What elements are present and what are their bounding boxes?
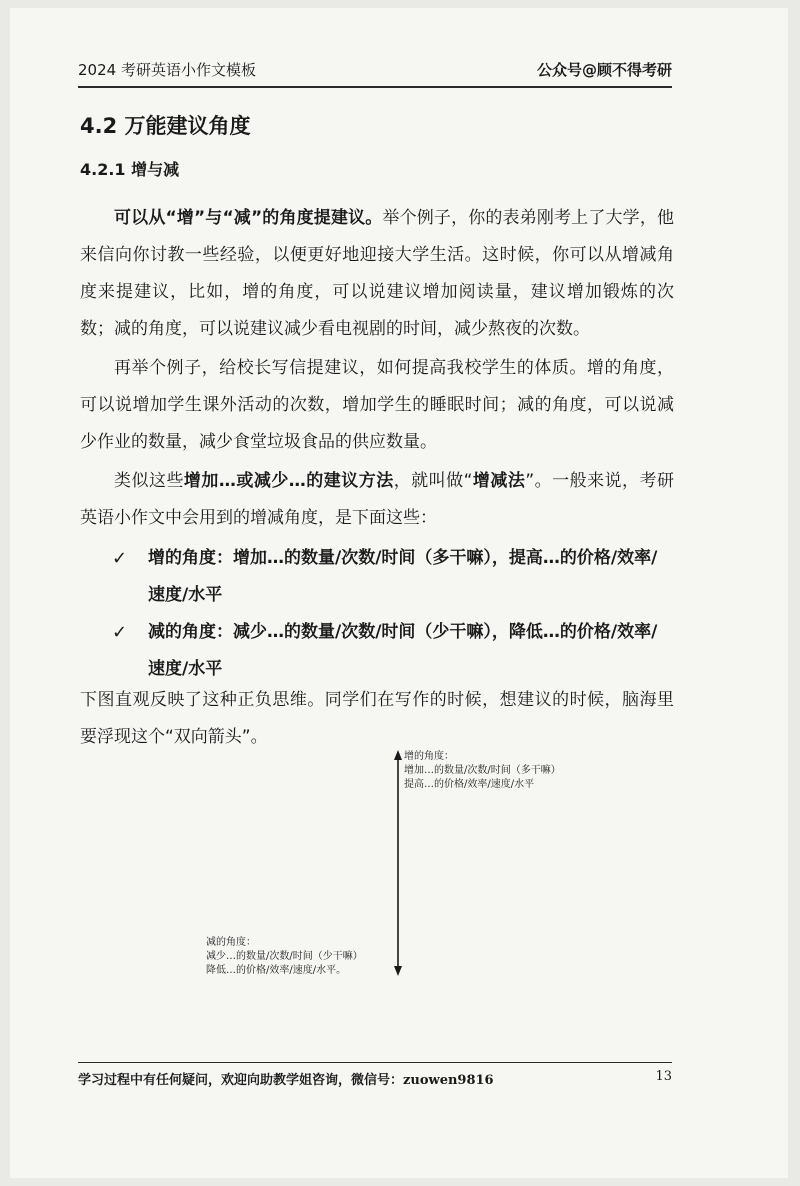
section-title: 4.2 万能建议角度 [80,114,251,138]
check-icon: ✓ [112,548,128,569]
paragraph-diagram-intro: 下图直观反映了这种正负思维。同学们在写作的时候，想建议的时候，脑海里要浮现这个“双向箭头”。 [80,690,674,747]
page-header [78,52,672,88]
paragraph-1-lead: 可以从“增”与“减”的角度提建议。 [114,208,383,228]
list-item [112,540,674,614]
paragraph-2: 再举个例子，给校长写信提建议，如何提高我校学生的体质。增的角度，可以说增加学生课外活动的次数，增加学生的睡眠时间；减的角度，可以说减少作业的数量，减少食堂垃圾食品的供应数量。 [80,358,674,452]
subsection-title: 4.2.1 增与减 [80,160,180,179]
list-item-text: 增的角度：增加…的数量/次数/时间（多干嘛），提高…的价格/效率/速度/水平 [148,548,658,605]
footer-contact: 学习过程中有任何疑问，欢迎向助教学姐咨询，微信号：zuowen9816 [78,1073,494,1088]
decrease-label [206,936,363,978]
angle-list [112,540,674,688]
header-title: 2024 考研英语小作文模板 [78,60,256,79]
paragraph-1-text: 举个例子，你的表弟刚考上了大学，他来信向你讨教一些经验，以便更好地迎接大学生活。这时候，你可以从增减角度来提建议，比如，增的角度，可以说建议增加阅读量，建议增加锻炼的次数；减的角度，可以说建议减少看电视剧的时间，减少熬夜的次数。 [80,208,674,339]
paragraph-3 [80,463,674,537]
increase-label-line: 增加…的数量/次数/时间（多干嘛） [404,765,561,776]
increase-label-title: 增的角度： [404,751,454,762]
paragraph-3-part-d: 增减法 [472,471,526,491]
paragraph-3-part-a: 类似这些 [114,471,184,491]
header-account: 公众号@顾不得考研 [536,60,672,79]
paragraph-3-part-c: ，就叫做“ [393,471,473,491]
paragraph-3-part-b: 增加…或减少…的建议方法 [183,471,394,491]
double-arrow-diagram [80,750,674,980]
increase-label [404,750,561,792]
page-number: 13 [655,1069,672,1084]
paragraph-1 [80,200,674,348]
paragraph-3-part-e: ”。一般来说，考研英语小作文中会用到的增减角度，是下面这些： [80,471,674,528]
check-icon: ✓ [112,622,128,643]
decrease-label-title: 减的角度： [206,937,256,948]
increase-label-line: 提高…的价格/效率/速度/水平 [404,779,535,790]
list-item-text: 减的角度：减少…的数量/次数/时间（少干嘛），降低…的价格/效率/速度/水平 [148,622,658,679]
page-footer [78,1062,672,1088]
decrease-label-line: 减少…的数量/次数/时间（少干嘛） [206,951,363,962]
decrease-label-line: 降低…的价格/效率/速度/水平。 [206,965,347,976]
list-item [112,614,674,688]
